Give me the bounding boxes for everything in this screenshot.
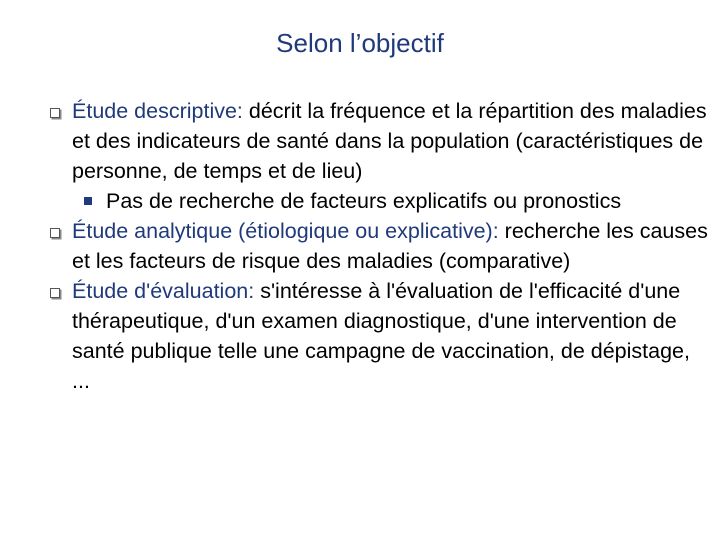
hollow-square-bullet-icon bbox=[50, 288, 60, 298]
bullet-term: Étude descriptive: bbox=[72, 99, 243, 123]
bullet-term: Étude analytique (étiologique ou explicative): bbox=[72, 219, 499, 243]
bullet-term: Étude d'évaluation: bbox=[72, 279, 255, 303]
bullet-item-analytic bbox=[48, 216, 708, 276]
sub-bullet-item bbox=[48, 186, 708, 216]
sub-bullet-text: Pas de recherche de facteurs explicatifs ou pronostics bbox=[106, 189, 622, 213]
hollow-square-bullet-icon bbox=[50, 228, 60, 238]
bullet-list bbox=[48, 96, 708, 396]
slide-title: Selon l’objectif bbox=[276, 28, 444, 58]
bullet-item-descriptive bbox=[48, 96, 708, 186]
bullet-text: décrit la fréquence et la répartition des maladies et des indicateurs de santé dans la population (caractéristiques de personne, de temps et de lieu) bbox=[72, 99, 707, 183]
bullet-text: s'intéresse à l'évaluation de l'efficacité d'une thérapeutique, d'un examen diagnostique, d'une intervention de santé publique telle une campagne de vaccination, de dépistage, ... bbox=[72, 279, 690, 393]
filled-square-bullet-icon bbox=[84, 197, 92, 205]
bullet-text: recherche les causes et les facteurs de risque des maladies (comparative) bbox=[72, 219, 708, 273]
bullet-item-evaluation bbox=[48, 276, 708, 396]
hollow-square-bullet-icon bbox=[50, 108, 60, 118]
